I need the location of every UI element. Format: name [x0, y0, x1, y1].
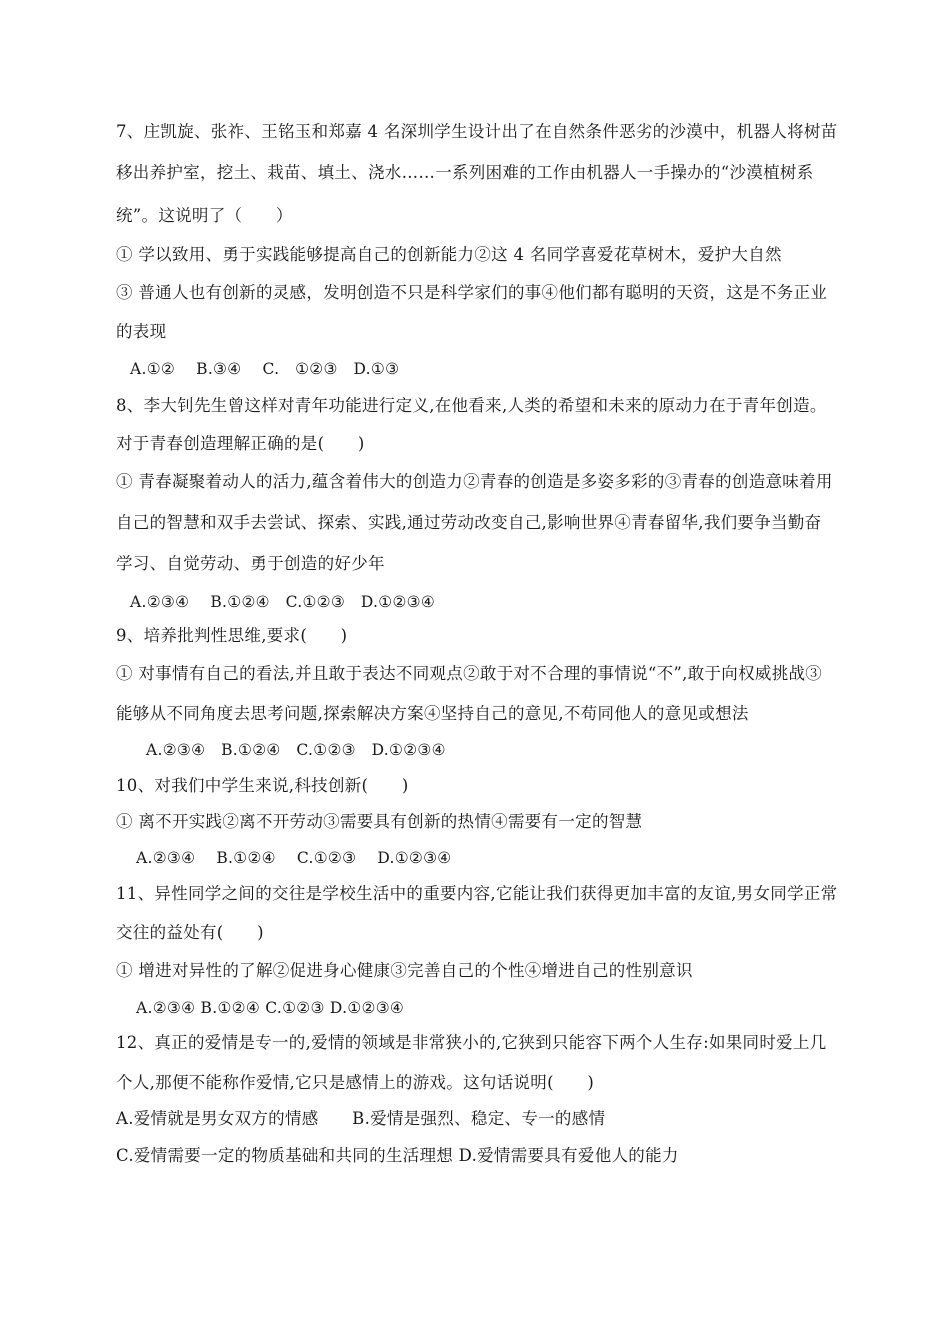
q8-line-4: 自己的智慧和双手去尝试、探索、实践,通过劳动改变自己,影响世界④青春留华,我们要争当勤奋 — [116, 513, 822, 532]
q7-line-5: ③ 普通人也有创新的灵感，发明创造不只是科学家们的事④他们都有聪明的天资，这是不务正业 — [116, 283, 828, 302]
q12-option-cd: C.爱情需要一定的物质基础和共同的生活理想 D.爱情需要具有爱他人的能力 — [116, 1146, 679, 1165]
q9-line-3: 能够从不同角度去思考问题,探索解决方案④坚持自己的意见,不苟同他人的意见或想法 — [116, 704, 749, 723]
q12-line-1: 12、真正的爱情是专一的,爱情的领域是非常狭小的,它狭到只能容下两个人生存:如果同时爱上几 — [116, 1033, 827, 1052]
q10-options: A.②③④ B.①②④ C.①②③ D.①②③④ — [136, 849, 452, 867]
q9-line-2: ① 对事情有自己的看法,并且敢于表达不同观点②敢于对不合理的事情说“不”,敢于向权威挑战③ — [116, 664, 823, 683]
q8-options: A.②③④ B.①②④ C.①②③ D.①②③④ — [130, 593, 436, 611]
q11-options: A.②③④ B.①②④ C.①②③ D.①②③④ — [136, 999, 405, 1017]
q8-line-3: ① 青春凝聚着动人的活力,蕴含着伟大的创造力②青春的创造是多姿多彩的③青春的创造意味着用 — [116, 472, 833, 491]
q12-option-ab: A.爱情就是男女双方的情感 B.爱情是强烈、稳定、专一的感情 — [116, 1109, 606, 1128]
q12-line-2: 个人,那便不能称作爱情,它只是感情上的游戏。这句话说明( ) — [116, 1073, 595, 1092]
q7-line-3: 统”。这说明了（ ） — [116, 206, 293, 225]
q7-line-2: 移出养护室，挖土、栽苗、填土、浇水……一系列困难的工作由机器人一手操办的“沙漠植树系 — [116, 163, 814, 182]
q10-line-2: ① 离不开实践②离不开劳动③需要具有创新的热情④需要有一定的智慧 — [116, 812, 643, 831]
q11-line-2: 交往的益处有( ) — [116, 923, 264, 942]
q7-options: A.①② B.③④ C. ①②③ D.①③ — [130, 360, 400, 378]
q7-line-4: ① 学以致用、勇于实践能够提高自己的创新能力②这 4 名同学喜爱花草树木，爱护大自然 — [116, 245, 782, 264]
q8-line-1: 8、李大钊先生曾这样对青年功能进行定义,在他看来,人类的希望和未来的原动力在于青年创造。 — [116, 396, 827, 415]
q7-line-6: 的表现 — [116, 322, 167, 341]
q8-line-2: 对于青春创造理解正确的是( ) — [116, 434, 365, 453]
q7-line-1: 7、庄凯旋、张祚、王铭玉和郑嘉 4 名深圳学生设计出了在自然条件恶劣的沙漠中，机器人将树苗 — [116, 122, 838, 141]
q8-line-5: 学习、自觉劳动、勇于创造的好少年 — [116, 554, 385, 573]
q9-options: A.②③④ B.①②④ C.①②③ D.①②③④ — [146, 741, 446, 759]
q11-line-3: ① 增进对异性的了解②促进身心健康③完善自己的个性④增进自己的性别意识 — [116, 961, 693, 980]
q11-line-1: 11、异性同学之间的交往是学校生活中的重要内容,它能让我们获得更加丰富的友谊,男女同学正常 — [116, 884, 838, 903]
q10-line-1: 10、对我们中学生来说,科技创新( ) — [116, 776, 409, 795]
q9-line-1: 9、培养批判性思维,要求( ) — [116, 626, 348, 645]
